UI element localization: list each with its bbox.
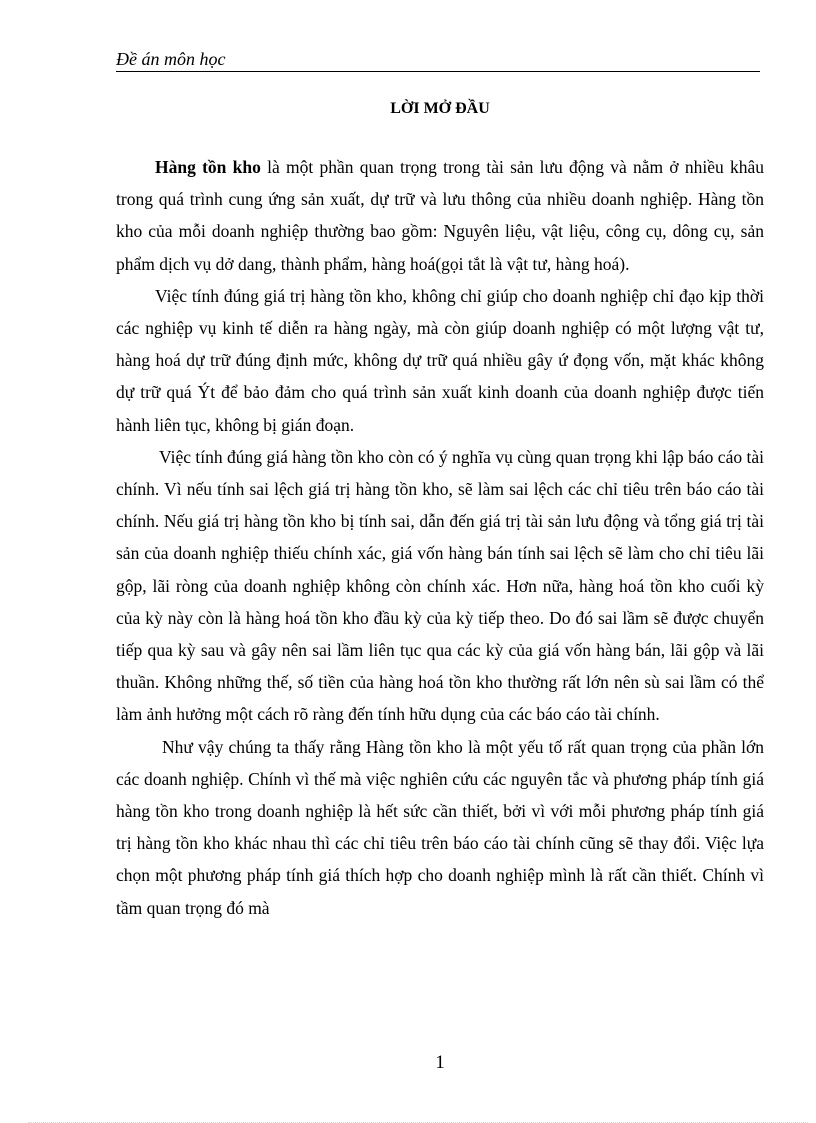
paragraph-text: Như vậy chúng ta thấy rằng Hàng tồn kho là một yếu tố rất quan trọng của phần lớn các doanh nghiệp. Chính vì thế mà việc nghiên cứu các nguyên tắc và phương pháp tính giá hàng tồn kho trong doanh nghiệp là hết sức cần thiết, bởi vì với mỗi phương pháp tính giá trị hàng tồn kho khác nhau thì các chỉ tiêu trên báo cáo tài chính cũng sẽ thay đổi. Việc lựa chọn một phương pháp tính giá thích hợp cho doanh nghiệp mình là rất cần thiết. Chính vì tầm quan trọng đó mà bbox=[116, 736, 764, 918]
paragraph bbox=[116, 151, 764, 280]
header-title: Đề án môn học bbox=[116, 49, 226, 69]
paragraph-text: Việc tính đúng giá trị hàng tồn kho, không chỉ giúp cho doanh nghiệp chỉ đạo kịp thời các nghiệp vụ kinh tế diễn ra hàng ngày, mà còn giúp doanh nghiệp có một lượng vật tư, hàng hoá dự trữ đúng định mức, không dự trữ quá nhiều gây ứ đọng vốn, mặt khác không dự trữ quá Ýt để bảo đảm cho quá trình sản xuất kinh doanh của doanh nghiệp được tiến hành liên tục, không bị gián đoạn. bbox=[116, 285, 764, 435]
paragraph bbox=[116, 280, 764, 441]
paragraph bbox=[116, 731, 764, 924]
page-header bbox=[116, 47, 760, 72]
paragraph-text: Việc tính đúng giá hàng tồn kho còn có ý nghĩa vụ cùng quan trọng khi lập báo cáo tài chính. Vì nếu tính sai lệch giá trị hàng tồn kho, sẽ làm sai lệch các chỉ tiêu trên báo cáo tài chính. Nếu giá trị hàng tồn kho bị tính sai, dẫn đến giá trị tài sản lưu động và tổng giá trị tài sản của doanh nghiệp thiếu chính xác, giá vốn hàng bán tính sai lệch sẽ làm cho chỉ tiêu lãi gộp, lãi ròng của doanh nghiệp không còn chính xác. Hơn nữa, hàng hoá tồn kho cuối kỳ của kỳ này còn là hàng hoá tồn kho đầu kỳ của kỳ tiếp theo. Do đó sai lầm sẽ được chuyển tiếp qua kỳ sau và gây nên sai lầm liên tục qua các kỳ của giá vốn hàng bán, lãi gộp và lãi thuần. Không những thế, số tiền của hàng hoá tồn kho thường rất lớn nên sù sai lầm có thể làm ảnh hưởng một cách rõ ràng đến tính hữu dụng của các báo cáo tài chính. bbox=[116, 446, 764, 725]
document-title: LỜI MỞ ĐẦU bbox=[390, 100, 490, 117]
paragraph-lead-term: Hàng tồn kho bbox=[155, 157, 261, 177]
page-number: 1 bbox=[435, 1052, 445, 1073]
paragraph bbox=[116, 441, 764, 731]
paragraph-text: là một phần quan trọng trong tài sản lưu động và nằm ở nhiều khâu trong quá trình cung ứng sản xuất, dự trữ và lưu thông của nhiều doanh nghiệp. Hàng tồn kho của mỗi doanh nghiệp thường bao gồm: Nguyên liệu, vật liệu, công cụ, dông cụ, sản phẩm dịch vụ dở dang, thành phẩm, hàng hoá(gọi tắt là vật tư, hàng hoá). bbox=[116, 157, 764, 274]
document-body bbox=[116, 151, 764, 924]
